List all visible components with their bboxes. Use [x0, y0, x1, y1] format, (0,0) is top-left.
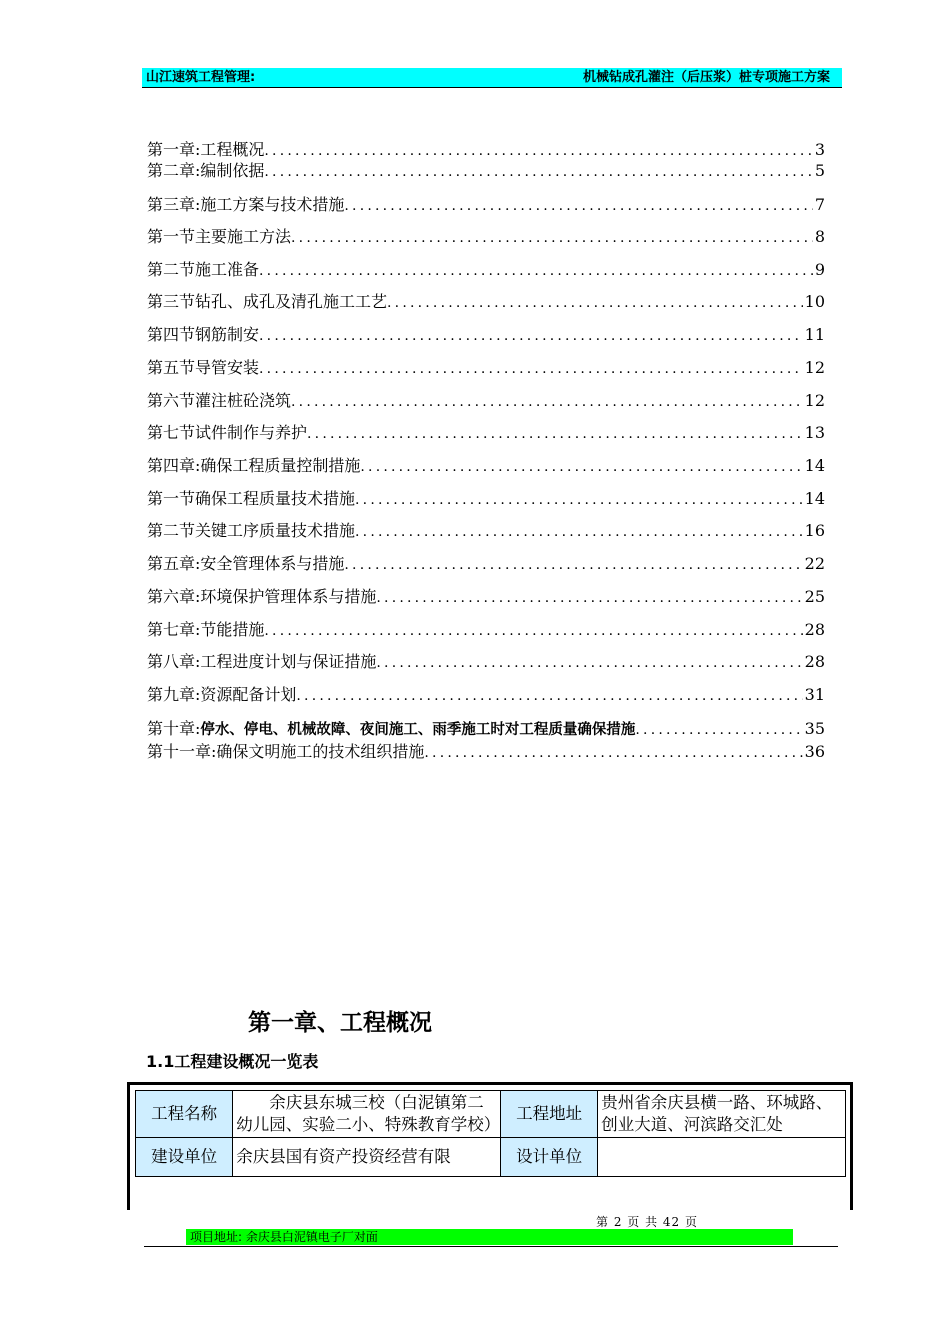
toc-entry[interactable]: 第七节试件制作与养护 ..... 13 — [147, 422, 825, 444]
toc-entry[interactable]: 第一节主要施工方法 ..... 8 — [147, 226, 825, 248]
toc-entry[interactable]: 第六章:环境保护管理体系与措施 ..... 25 — [147, 586, 825, 608]
toc-entry[interactable]: 第一节确保工程质量技术措施 ..... 14 — [147, 488, 825, 510]
toc-entry[interactable]: 第八章:工程进度计划与保证措施 ..... 28 — [147, 651, 825, 673]
toc-entry[interactable]: 第三章:施工方案与技术措施 ..... 7 — [147, 194, 825, 216]
toc-entry[interactable]: 第七章:节能措施 ..... 28 — [147, 619, 825, 641]
table-cell-value: 贵州省余庆县横一路、环城路、创业大道、河滨路交汇处 — [598, 1091, 846, 1138]
footer-divider — [144, 1246, 838, 1247]
toc-entry[interactable]: 第三节钻孔、成孔及清孔施工工艺 ..... 10 — [147, 291, 825, 313]
table-cell-value — [598, 1138, 846, 1177]
toc-entry[interactable]: 第五节导管安装 ..... 12 — [147, 357, 825, 379]
running-header — [142, 68, 842, 88]
project-overview-table-frame — [127, 1082, 853, 1210]
table-row — [136, 1138, 846, 1177]
toc-entry[interactable]: 第十章: 停水、停电、机械故障、夜间施工、雨季施工时对工程质量确保措施 ..... 35 — [147, 718, 825, 740]
table-cell-value: 余庆县国有资产投资经营有限 — [233, 1138, 501, 1177]
toc-entry[interactable]: 第四章:确保工程质量控制措施 ..... 14 — [147, 455, 825, 477]
table-cell-label: 工程地址 — [501, 1091, 598, 1138]
toc-entry[interactable]: 第四节钢筋制安 ..... 11 — [147, 324, 825, 346]
toc-entry[interactable]: 第二节施工准备 ..... 9 — [147, 259, 825, 281]
table-row — [136, 1091, 846, 1138]
header-company: 山江速筑工程管理: — [146, 70, 256, 85]
toc-entry[interactable]: 第九章:资源配备计划 ..... 31 — [147, 684, 825, 706]
table-cell-label: 工程名称 — [136, 1091, 233, 1138]
toc-entry[interactable]: 第六节灌注桩砼浇筑 ..... 12 — [147, 390, 825, 412]
toc-entry[interactable]: 第二章:编制依据 ..... 5 — [147, 160, 825, 182]
chapter-title: 第一章、工程概况 — [248, 1010, 432, 1036]
section-title: 1.1工程建设概况一览表 — [146, 1052, 319, 1071]
footer-address-bar — [186, 1229, 793, 1245]
table-cell-label: 设计单位 — [501, 1138, 598, 1177]
toc-entry[interactable]: 第一章:工程概况 ..... 3 — [147, 139, 825, 161]
header-doc-title: 机械钻成孔灌注（后压浆）桩专项施工方案 — [582, 70, 830, 85]
toc-entry[interactable]: 第十一章:确保文明施工的技术组织措施 ..... 36 — [147, 741, 825, 763]
footer-address: 项目地址: 余庆县白泥镇电子厂对面 — [190, 1230, 378, 1244]
project-overview-table — [135, 1090, 846, 1177]
table-cell-value: 余庆县东城三校（白泥镇第二幼儿园、实验二小、特殊教育学校） — [233, 1091, 501, 1138]
table-cell-label: 建设单位 — [136, 1138, 233, 1177]
toc-entry[interactable]: 第五章:安全管理体系与措施 ..... 22 — [147, 553, 825, 575]
page-number: 第 2 页 共 42 页 — [596, 1215, 698, 1229]
toc-entry[interactable]: 第二节关键工序质量技术措施 ..... 16 — [147, 520, 825, 542]
